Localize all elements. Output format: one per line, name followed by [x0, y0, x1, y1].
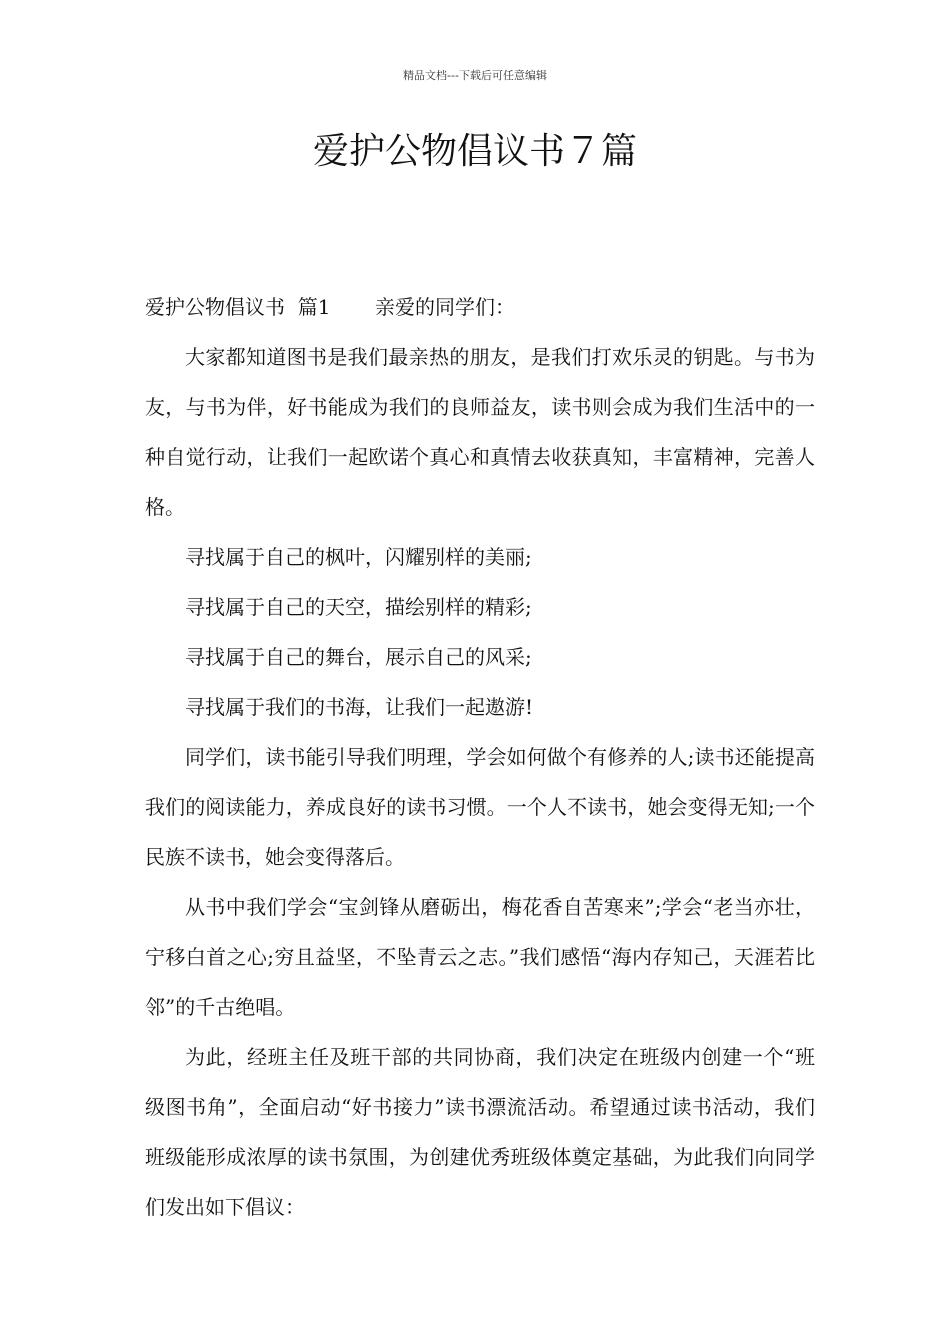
- paragraph: 同学们，读书能引导我们明理，学会如何做个有修养的人;读书还能提高我们的阅读能力，养成良好的读书习惯。一个人不读书，她会变得无知;一个民族不读书，她会变得落后。: [145, 745, 815, 869]
- document-title: 爱护公物倡议书７篇: [312, 131, 637, 172]
- paragraph: 大家都知道图书是我们最亲热的朋友，是我们打欢乐灵的钥匙。与书为友，与书为伴，好书能成为我们的良师益友，读书则会成为我们生活中的一种自觉行动，让我们一起欧诺个真心和真情去收获真知，丰富精神，完善人格。: [145, 345, 815, 519]
- intro-line: [145, 282, 815, 332]
- paragraph: 为此，经班主任及班干部的共同协商，我们决定在班级内创建一个“班级图书角”，全面启动“好书接力”读书漂流活动。希望通过读书活动，我们班级能形成浓厚的读书氛围，为创建优秀班级体奠定基础，为此我们向同学们发出如下倡议：: [145, 1045, 815, 1219]
- paragraph: 寻找属于自己的枫叶，闪耀别样的美丽;: [185, 545, 532, 569]
- paragraph: 寻找属于自己的天空，描绘别样的精彩;: [185, 595, 532, 619]
- paragraph: 寻找属于我们的书海，让我们一起遨游!: [185, 695, 534, 719]
- greeting: 亲爱的同学们：: [374, 295, 515, 319]
- paragraph: 从书中我们学会“宝剑锋从磨砺出，梅花香自苦寒来”;学会“老当亦壮，宁移白首之心;穷且益坚，不坠青云之志。”我们感悟“海内存知己，天涯若比邻”的千古绝唱。: [145, 895, 815, 1019]
- paragraph: 寻找属于自己的舞台，展示自己的风采;: [185, 645, 532, 669]
- section-label: 爱护公物倡议书 篇1: [145, 295, 331, 319]
- document-body: [145, 282, 815, 1232]
- header-note: 精品文档---下载后可任意编辑: [403, 69, 547, 82]
